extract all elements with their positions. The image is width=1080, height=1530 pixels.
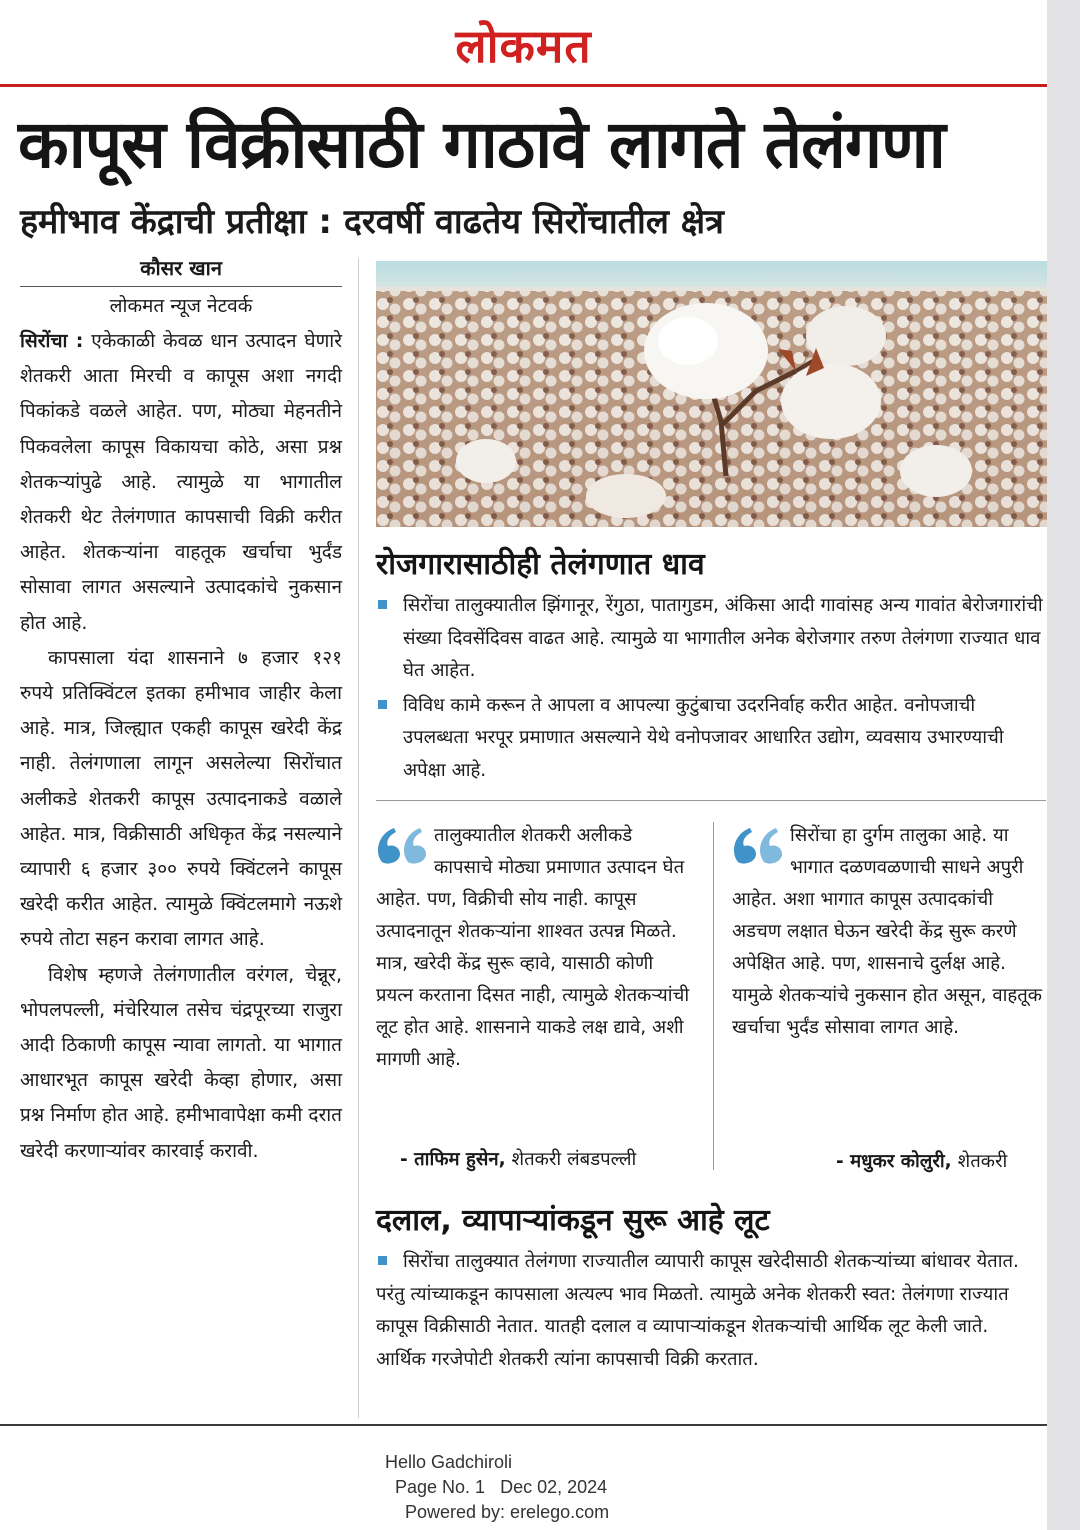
bullet-item [376, 590, 1044, 688]
bullet-text: सिरोंचा तालुक्यात तेलंगणा राज्यातील व्यापारी कापूस खरेदीसाठी शेतकऱ्यांच्या बांधावर येतात. परंतु त्यांच्याकडून कापसाला अत्यल्प भाव मिळतो. त्यामुळे अनेक शेतकरी स्वत: तेलंगणा राज्यात कापूस विक्रीसाठी नेतात. यातही दलाल व व्यापाऱ्यांकडून शेतकऱ्यांची आर्थिक लूट केली जाते. आर्थिक गरजेपोटी शेतकरी त्यांना कापसाची विक्री करतात. [376, 1251, 1019, 1370]
subheadline: हमीभाव केंद्राची प्रतीक्षा : दरवर्षी वाढतेय सिरोंचातील क्षेत्र [20, 202, 724, 242]
byline-network: लोकमत न्यूज नेटवर्क [109, 295, 253, 317]
footer-divider [0, 1424, 1047, 1426]
quote-text: सिरोंचा हा दुर्गम तालुका आहे. या भागात दळणवळणाची साधने अपुरी आहेत. अशा भागात कापूस उत्पादकांची अडचण लक्षात घेऊन खरेदी केंद्र सुरू करणे अपेक्षित आहे. पण, शासनाचे दुर्लक्ष आहे. यामुळे शेतकऱ्यांचे नुकसान होत असून, वाहतूक खर्चाचा भुर्दंड सोसावा लागत आहे. [732, 825, 1043, 1038]
viewer-scrollbar[interactable] [1047, 0, 1080, 1530]
masthead-logo: लोकमत [455, 19, 592, 73]
bullet-text: विविध कामे करून ते आपला व आपल्या कुटुंबाचा उदरनिर्वाह करीत आहेत. वनोपजाची उपलब्धता भरपूर प्रमाणात असल्याने येथे वनोपजावर आधारित उद्योग, व्यवसाय उभारण्याची अपेक्षा आहे. [403, 694, 1004, 781]
quote-mark-icon [376, 822, 428, 866]
quote-role: शेतकरी लंबडपल्ली [511, 1149, 637, 1170]
traders-body [376, 1246, 1036, 1376]
quote-right-attribution [836, 1148, 1007, 1173]
quote-right [732, 820, 1044, 1044]
article-body [20, 324, 342, 1169]
cotton-field-photo [376, 261, 1047, 527]
bullet-item [376, 690, 1044, 788]
quote-divider [713, 822, 714, 1170]
employment-bullets [376, 590, 1044, 787]
headline: कापूस विक्रीसाठी गाठावे लागते तेलंगणा [18, 106, 945, 183]
bullet-text: सिरोंचा तालुक्यातील झिंगानूर, रेंगुठा, पातागुडम, अंकिसा आदी गावांसह अन्य गावांत बेरोजगारांची संख्या दिवसेंदिवस वाढत आहे. त्यामुळे या भागातील अनेक बेरोजगार तरुण तेलंगणा राज्यात धाव घेत आहेत. [403, 595, 1043, 681]
quote-left [376, 820, 694, 1076]
footer-edition: Hello Gadchiroli [385, 1452, 513, 1472]
footer-powered: Powered by: erelego.com [405, 1502, 610, 1522]
quote-text: तालुक्यातील शेतकरी अलीकडे कापसाचे मोठ्या प्रमाणात उत्पादन घेत आहेत. पण, विक्रीची सोय नाही. कापूस उत्पादनातून शेतकऱ्यांना शाश्वत उत्पन्न मिळते. मात्र, खरेदी केंद्र सुरू व्हावे, यासाठी कोणी प्रयत्न करताना दिसत नाही, त्यामुळे शेतकऱ्यांची लूट होत आहे. शासनाने याकडे लक्ष द्यावे, अशी मागणी आहे. [376, 825, 690, 1070]
footer-date: Dec 02, 2024 [500, 1477, 608, 1497]
quote-left-attribution [400, 1146, 636, 1171]
masthead-divider [0, 84, 1047, 87]
column-divider [358, 258, 359, 1418]
section-divider [376, 800, 1046, 801]
article-paragraph: विशेष म्हणजे तेलंगणातील वरंगल, चेन्नूर, भोपलपल्ली, मंचेरियाल तसेच चंद्रपूरच्या राजुरा आदी ठिकाणी कापूस न्यावा लागतो. या भागात आधारभूत कापूस खरेदी केव्हा होणार, असा प्रश्न निर्माण होत आहे. हमीभावापेक्षा कमी दरात खरेदी करणाऱ्यांवर कारवाई करावी. [20, 963, 342, 1162]
bullet-item [376, 1246, 1036, 1376]
quote-author: - मधुकर कोलुरी, [836, 1151, 952, 1172]
byline-author: कौसर खान [140, 256, 222, 280]
traders-heading: दलाल, व्यापाऱ्यांकडून सुरू आहे लूट [376, 1203, 770, 1238]
employment-heading: रोजगारासाठीही तेलंगणात धाव [376, 547, 705, 582]
quote-author: - ताफिम हुसेन, [400, 1149, 506, 1170]
footer [385, 1450, 609, 1525]
square-bullet-icon [378, 1256, 387, 1265]
footer-page-date [385, 1475, 609, 1500]
byline-divider [20, 286, 342, 287]
square-bullet-icon [378, 700, 387, 709]
dateline: सिरोंचा : [20, 330, 84, 352]
article-paragraph: कापसाला यंदा शासनाने ७ हजार १२१ रुपये प्रतिक्विंटल इतका हमीभाव जाहीर केला आहे. मात्र, जिल्ह्यात एकही कापूस खरेदी केंद्र नाही. तेलंगणाला लागून असलेल्या सिरोंचात अलीकडे शेतकरी कापूस उत्पादनाकडे वळाले आहेत. मात्र, विक्रीसाठी अधिकृत केंद्र नसल्याने व्यापारी ६ हजार ३०० रुपये क्विंटलने कापूस खरेदी करीत आहेत. त्यामुळे क्विंटलमागे नऊशे रुपये तोटा सहन करावा लागत आहे. [20, 646, 342, 951]
quote-role: शेतकरी [957, 1151, 1008, 1172]
footer-page: Page No. 1 [395, 1477, 486, 1497]
article-paragraph [20, 324, 342, 641]
quote-mark-icon [732, 822, 784, 866]
square-bullet-icon [378, 600, 387, 609]
paragraph-text: एकेकाळी केवळ धान उत्पादन घेणारे शेतकरी आता मिरची व कापूस अशा नगदी पिकांकडे वळले आहेत. पण, मोठ्या मेहनतीने पिकवलेला कापूस विकायचा कोठे, असा प्रश्न शेतकऱ्यांपुढे आहे. त्यामुळे या भागातील शेतकरी थेट तेलंगणात कापसाची विक्री करीत आहेत. शेतकऱ्यांना वाहतूक खर्चाचा भुर्दंड सोसावा लागत असल्याने उत्पादकांचे नुकसान होत आहे. [20, 330, 343, 634]
